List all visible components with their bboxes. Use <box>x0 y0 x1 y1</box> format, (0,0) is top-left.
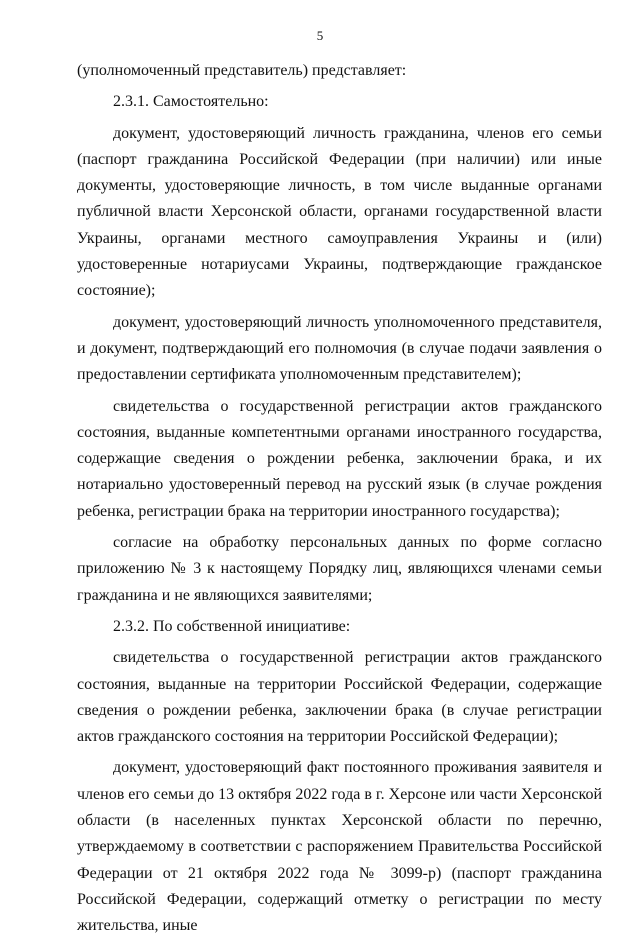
document-body <box>77 58 602 940</box>
paragraph-representative-id: документ, удостоверяющий личность уполномоченного представителя, и документ, подтверждающий его полномочия (в случае подачи заявления о предоставлении сертификата уполномоченным представителем); <box>77 313 602 384</box>
paragraph-residence-proof: документ, удостоверяющий факт постоянного проживания заявителя и членов его семьи до 13 октября 2022 года в г. Херсоне или части Херсонской области (в населенных пунктах Херсонской области по перечню, утверждаемому в соответствии с распоряжением Правительства Российской Федерации от 21 октября 2022 года № 3099-р) (паспорт гражданина Российской Федерации, содержащий отметку о регистрации по месту жительства, иные <box>77 759 602 935</box>
paragraph-citizen-id: документ, удостоверяющий личность гражданина, членов его семьи (паспорт гражданина Российской Федерации (при наличии) или иные документы, удостоверяющие личность, в том числе выданные органами публичной власти Херсонской области, органами государственной власти Украины, органами местного самоуправления Украины и (или) удостоверенные нотариусами Украины, подтверждающие гражданское состояние); <box>77 124 602 300</box>
paragraph-intro: (уполномоченный представитель) представляет: <box>77 62 407 79</box>
paragraph-data-consent: согласие на обработку персональных данных по форме согласно приложению № 3 к настоящему Порядку лиц, являющихся членами семьи гражданина и не являющихся заявителями; <box>77 534 602 604</box>
section-heading-2-3-2: 2.3.2. По собственной инициативе: <box>113 617 351 635</box>
section-heading-2-3-1: 2.3.1. Самостоятельно: <box>113 93 269 111</box>
paragraph-foreign-certificates: свидетельства о государственной регистрации актов гражданского состояния, выданные компетентными органами иностранного государства, содержащие сведения о рождении ребенка, заключении брака, и их нотариально удостоверенный перевод на русский язык (в случае рождения ребенка, регистрации брака на территории иностранного государства); <box>77 397 602 520</box>
paragraph-russian-certificates: свидетельства о государственной регистрации актов гражданского состояния, выданные на территории Российской Федерации, содержащие сведения о рождении ребенка, заключении брака (в случае регистрации актов гражданского состояния на территории Российской Федерации); <box>77 649 602 746</box>
page-number: 5 <box>316 28 324 43</box>
